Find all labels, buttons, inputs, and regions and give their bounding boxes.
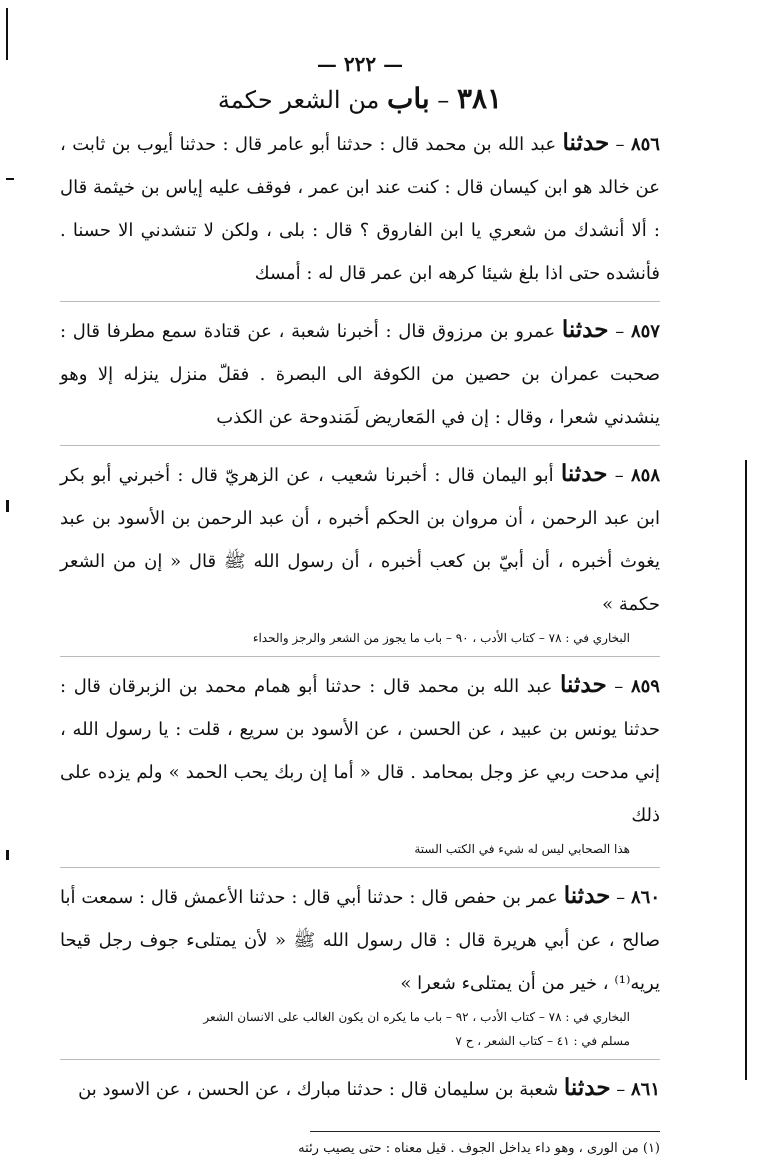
chapter-number: ٣٨١ xyxy=(456,82,503,115)
hadith-separator xyxy=(60,1059,660,1060)
margin-mark-top-tick xyxy=(6,178,14,180)
hadith-keyword: حدثنا xyxy=(560,671,607,698)
hadith-٨٦١: ٨٦١ – حدثنا شعبة بن سليمان قال : حدثنا مبارك ، عن الحسن ، عن الاسود بن xyxy=(78,1074,660,1101)
hadith-٨٥٨: ٨٥٨ – حدثنا أبو اليمان قال : أخبرنا شعيب ، عن الزهريّ قال : أخبرني أبو بكر ابن عبد الرحمن ، أن مروان بن الحكم أخبره ، أن عبد الرحمن بن الأسود بن عبد يغوث أخبره ، أن أبيّ بن كعب أخبره ، أن رسول الله ﷺ قال « إن من الشعر حكمة » xyxy=(60,460,660,615)
hadith-opening: عمرو بن مرزوق قال : أخبرنا شعبة ، عن قتادة سمع مطرفا قال : xyxy=(60,321,556,342)
hadith-٨٥٧: ٨٥٧ – حدثنا عمرو بن مرزوق قال : أخبرنا شعبة ، عن قتادة سمع مطرفا قال : صحبت عمران بن حصين من الكوفة الى البصرة . فقلّ منزل ينزله إلا وهو ينشدني شعرا ، وقال : إن في المَعاريض لَمَندوحة عن الكذب xyxy=(60,316,660,428)
hadith-number: ٨٥٨ xyxy=(630,465,660,486)
hadith-number: ٨٥٧ xyxy=(630,321,660,342)
hadith-reference: البخاري في : ٧٨ – كتاب الأدب ، ٩٠ – باب ما يجوز من الشعر والرجز والحداء xyxy=(252,631,630,645)
chapter-heading: ٣٨١ – باب من الشعر حكمة xyxy=(217,82,503,115)
hadith-separator xyxy=(60,445,660,446)
footnote: (١) من الورى ، وهو داء يداخل الجوف . قيل معناه : حتى يصيب رئته xyxy=(298,1141,660,1156)
hadith-opening: عبد الله بن محمد قال : حدثنا أبو همام محمد بن الزبرقان قال : حدثنا xyxy=(60,676,660,740)
hadith-separator xyxy=(60,656,660,657)
hadith-opening: شعبة بن سليمان قال : حدثنا مبارك ، عن الحسن ، عن الاسود بن xyxy=(78,1079,559,1100)
hadith-opening: عبد الله بن محمد قال : حدثنا أبو عامر قال : حدثنا أيوب بن ثابت ، xyxy=(60,134,557,155)
chapter-label: باب xyxy=(386,82,430,115)
hadith-keyword: حدثنا xyxy=(560,460,608,487)
margin-mark-top xyxy=(6,8,8,60)
page-number: — ٢٢٢ — xyxy=(316,52,404,76)
hadith-text: عن خالد هو ابن كيسان قال : كنت عند ابن عمر ، فوقف عليه إياس بن خيثمة قال : ألا أنشدك من شعري يا ابن الفاروق ؟ قال : بلى ، ولكن لا تنشدني الا حسنا . فأنشده حتى اذا بلغ شيئا كرهه ابن عمر قال له : أمسك xyxy=(60,177,660,284)
hadith-٨٥٩: ٨٥٩ – حدثنا عبد الله بن محمد قال : حدثنا أبو همام محمد بن الزبرقان قال : حدثنا يونس بن عبيد ، عن الحسن ، عن الأسود بن سريع ، قلت : يا رسول الله ، إني مدحت ربي عز وجل بمحامد . قال « أما إن ربك يحب الحمد » ولم يزده على ذلك xyxy=(60,671,660,826)
hadith-keyword: حدثنا xyxy=(562,129,610,156)
hadith-opening: عمر بن حفص قال : حدثنا أبي قال : حدثنا الأعمش قال : سمعت xyxy=(81,887,558,908)
chapter-title: من الشعر حكمة xyxy=(217,86,380,114)
hadith-text: أبا صالح ، عن أبي هريرة قال : قال رسول الله ﷺ « لأن يمتلىء جوف رجل قيحا يريه⁽¹⁾ ، خير من أن يمتلىء شعرا » xyxy=(60,887,660,994)
hadith-keyword: حدثنا xyxy=(563,882,611,909)
hadith-reference: البخاري في : ٧٨ – كتاب الأدب ، ٩٢ – باب ما يكره ان يكون الغالب على الانسان الشعر xyxy=(203,1010,630,1024)
hadith-separator xyxy=(60,867,660,868)
hadith-keyword: حدثنا xyxy=(563,1074,611,1101)
margin-mark-left-2 xyxy=(6,850,9,860)
footnote-rule xyxy=(310,1131,660,1132)
margin-mark-right xyxy=(745,460,747,1080)
hadith-number: ٨٦١ xyxy=(630,1079,660,1100)
margin-mark-left xyxy=(6,500,9,512)
hadith-text: يونس بن عبيد ، عن الحسن ، عن الأسود بن سريع ، قلت : يا رسول الله ، إني مدحت ربي عز وجل بمحامد . قال « أما إن ربك يحب الحمد » ولم يزده على ذلك xyxy=(60,719,660,826)
hadith-reference: هذا الصحابي ليس له شيء في الكتب الستة xyxy=(414,842,630,856)
hadith-number: ٨٥٦ xyxy=(630,134,660,155)
hadith-separator xyxy=(60,301,660,302)
hadith-number: ٨٦٠ xyxy=(631,887,661,908)
hadith-list xyxy=(60,121,660,1111)
hadith-opening: أبو اليمان قال : أخبرنا شعيب ، عن الزهريّ قال : أخبرني أبو بكر xyxy=(60,465,554,486)
hadith-text: صحبت عمران بن حصين من الكوفة الى البصرة . فقلّ منزل ينزله إلا وهو ينشدني شعرا ، وقال : إن في المَعاريض لَمَندوحة عن الكذب xyxy=(60,364,660,428)
hadith-text: ابن عبد الرحمن ، أن مروان بن الحكم أخبره ، أن عبد الرحمن بن الأسود بن عبد يغوث أخبره ، أن أبيّ بن كعب أخبره ، أن رسول الله ﷺ قال « إن من الشعر حكمة » xyxy=(60,508,660,615)
hadith-number: ٨٥٩ xyxy=(630,676,660,697)
hadith-reference: مسلم في : ٤١ – كتاب الشعر ، ح ٧ xyxy=(455,1034,630,1048)
hadith-keyword: حدثنا xyxy=(561,316,609,343)
book-page xyxy=(60,52,660,1160)
hadith-٨٥٦: ٨٥٦ – حدثنا عبد الله بن محمد قال : حدثنا أبو عامر قال : حدثنا أيوب بن ثابت ، عن خالد هو ابن كيسان قال : كنت عند ابن عمر ، فوقف عليه إياس بن خيثمة قال : ألا أنشدك من شعري يا ابن الفاروق ؟ قال : بلى ، ولكن لا تنشدني الا حسنا . فأنشده حتى اذا بلغ شيئا كرهه ابن عمر قال له : أمسك xyxy=(60,129,660,284)
hadith-٨٦٠: ٨٦٠ – حدثنا عمر بن حفص قال : حدثنا أبي قال : حدثنا الأعمش قال : سمعت أبا صالح ، عن أبي هريرة قال : قال رسول الله ﷺ « لأن يمتلىء جوف رجل قيحا يريه⁽¹⁾ ، خير من أن يمتلىء شعرا » xyxy=(60,882,661,994)
